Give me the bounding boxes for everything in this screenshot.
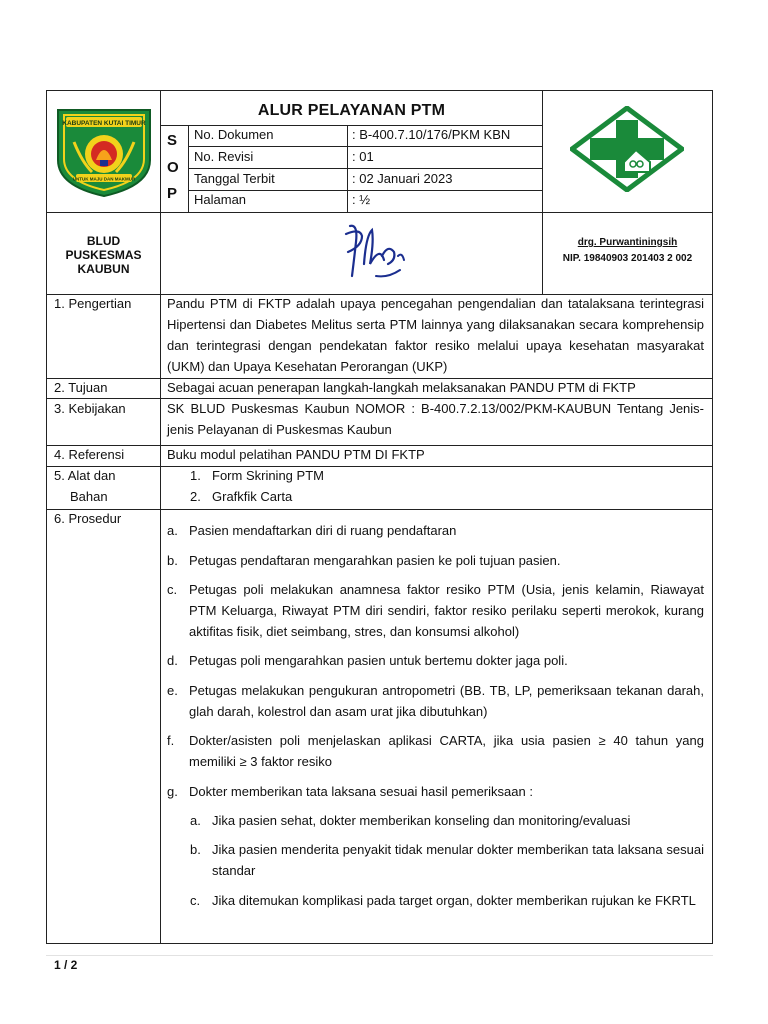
field-label-no-dokumen: No. Dokumen	[194, 127, 274, 142]
label-alat-line-1: 5. Alat dan	[54, 468, 116, 483]
substep-marker-b: b.	[190, 842, 201, 857]
sop-letter-s: S	[167, 132, 178, 149]
regency-emblem-logo	[52, 102, 156, 198]
field-label-halaman: Halaman	[194, 192, 247, 207]
step-marker-b: b.	[167, 553, 178, 568]
field-label-tanggal-terbit: Tanggal Terbit	[194, 171, 275, 186]
signer-name: drg. Purwantiningsih	[577, 237, 678, 248]
step-marker-g: g.	[167, 784, 178, 799]
substep-a: Jika pasien sehat, dokter memberikan konseling dan monitoring/evaluasi	[212, 813, 631, 828]
sop-letter-p: P	[167, 185, 178, 202]
sop-letter-o: O	[167, 159, 179, 176]
field-value-no-dokumen: : B-400.7.10/176/PKM KBN	[352, 127, 511, 142]
emblem-top-text: KABUPATEN KUTAI TIMUR	[62, 120, 146, 127]
label-tujuan: 2. Tujuan	[54, 380, 108, 395]
step-marker-f: f.	[167, 733, 175, 748]
alat-item-2: Grafkfik Carta	[212, 489, 293, 504]
step-marker-d: d.	[167, 653, 178, 668]
step-a: Pasien mendaftarkan diri di ruang pendaftaran	[189, 523, 457, 538]
page-indicator: 1 / 2	[54, 958, 78, 972]
field-value-no-revisi: : 01	[352, 149, 374, 164]
label-prosedur: 6. Prosedur	[54, 511, 122, 526]
label-alat-line-2: Bahan	[70, 489, 108, 504]
page-title: ALUR PELAYANAN PTM	[257, 102, 446, 119]
alat-item-num-2: 2.	[190, 489, 201, 504]
emblem-bottom-text: UNTUK MAJU DAN MAKMUR	[72, 176, 136, 182]
substep-b: Jika pasien menderita penyakit tidak menular dokter memberikan tata laksana sesuai standar	[212, 842, 704, 878]
institution-line-3: KAUBUN	[77, 262, 130, 276]
step-marker-c: c.	[167, 582, 178, 597]
text-tujuan: Sebagai acuan penerapan langkah-langkah melaksanakan PANDU PTM di FKTP	[167, 380, 636, 395]
step-b: Petugas pendaftaran mengarahkan pasien ke poli tujuan pasien.	[189, 553, 561, 568]
institution-name	[47, 234, 160, 276]
step-f: Dokter/asisten poli menjelaskan aplikasi CARTA, jika usia pasien ≥ 40 tahun yang memiliki ≥ 3 faktor resiko	[189, 733, 704, 769]
step-e: Petugas melakukan pengukuran antropometri (BB. TB, LP, pemeriksaan tekanan darah, glah darah, kolestrol dan asam urat jika dibutuhkan)	[189, 683, 704, 719]
field-value-tanggal-terbit: : 02 Januari 2023	[352, 171, 453, 186]
text-kebijakan: SK BLUD Puskesmas Kaubun NOMOR : B-400.7.2.13/002/PKM-KAUBUN Tentang Jenis- jenis Pelayanan di Puskesmas Kaubun	[167, 401, 704, 437]
step-d: Petugas poli mengarahkan pasien untuk bertemu dokter jaga poli.	[189, 653, 568, 668]
label-pengertian: 1. Pengertian	[54, 296, 132, 311]
signature-image	[336, 216, 416, 290]
substep-c: Jika ditemukan komplikasi pada target organ, dokter memberikan rujukan ke FKRTL	[212, 893, 696, 908]
institution-line-2: PUSKESMAS	[65, 248, 142, 262]
field-value-halaman: : ½	[352, 192, 371, 207]
step-marker-e: e.	[167, 683, 178, 698]
alat-item-num-1: 1.	[190, 468, 201, 483]
puskesmas-logo	[570, 106, 684, 192]
step-c: Petugas poli melakukan anamnesa faktor resiko PTM (Usia, jenis kelamin, Riawayat PTM Keluarga, Riwayat PTM diri sendiri, faktor resiko perilaku seperti merokok, kurang aktifitas fisik, diet seimbang, stres, dan konsumsi alkohol)	[189, 582, 704, 639]
step-g: Dokter memberikan tata laksana sesuai hasil pemeriksaan :	[189, 784, 533, 799]
step-marker-a: a.	[167, 523, 178, 538]
text-pengertian: Pandu PTM di FKTP adalah upaya pencegahan pengendalian dan tatalaksana terintegrasi Hipertensi dan Diabetes Melitus serta PTM lainnya yang dilaksanakan secara komprehensip dan terintegrasi dengan pendekatan faktor resiko melalui upaya kesehatan masyarakat (UKM) dan Upaya Kesehatan Perorangan (UKP)	[167, 296, 704, 374]
text-referensi: Buku modul pelatihan PANDU PTM DI FKTP	[167, 447, 425, 462]
signer-nip: NIP. 19840903 201403 2 002	[562, 253, 693, 264]
substep-marker-c: c.	[190, 893, 201, 908]
field-label-no-revisi: No. Revisi	[194, 149, 254, 164]
label-kebijakan: 3. Kebijakan	[54, 401, 126, 416]
institution-line-1: BLUD	[86, 234, 121, 248]
alat-item-1: Form Skrining PTM	[212, 468, 324, 483]
label-referensi: 4. Referensi	[54, 447, 125, 462]
substep-marker-a: a.	[190, 813, 201, 828]
footer-divider	[46, 955, 713, 956]
